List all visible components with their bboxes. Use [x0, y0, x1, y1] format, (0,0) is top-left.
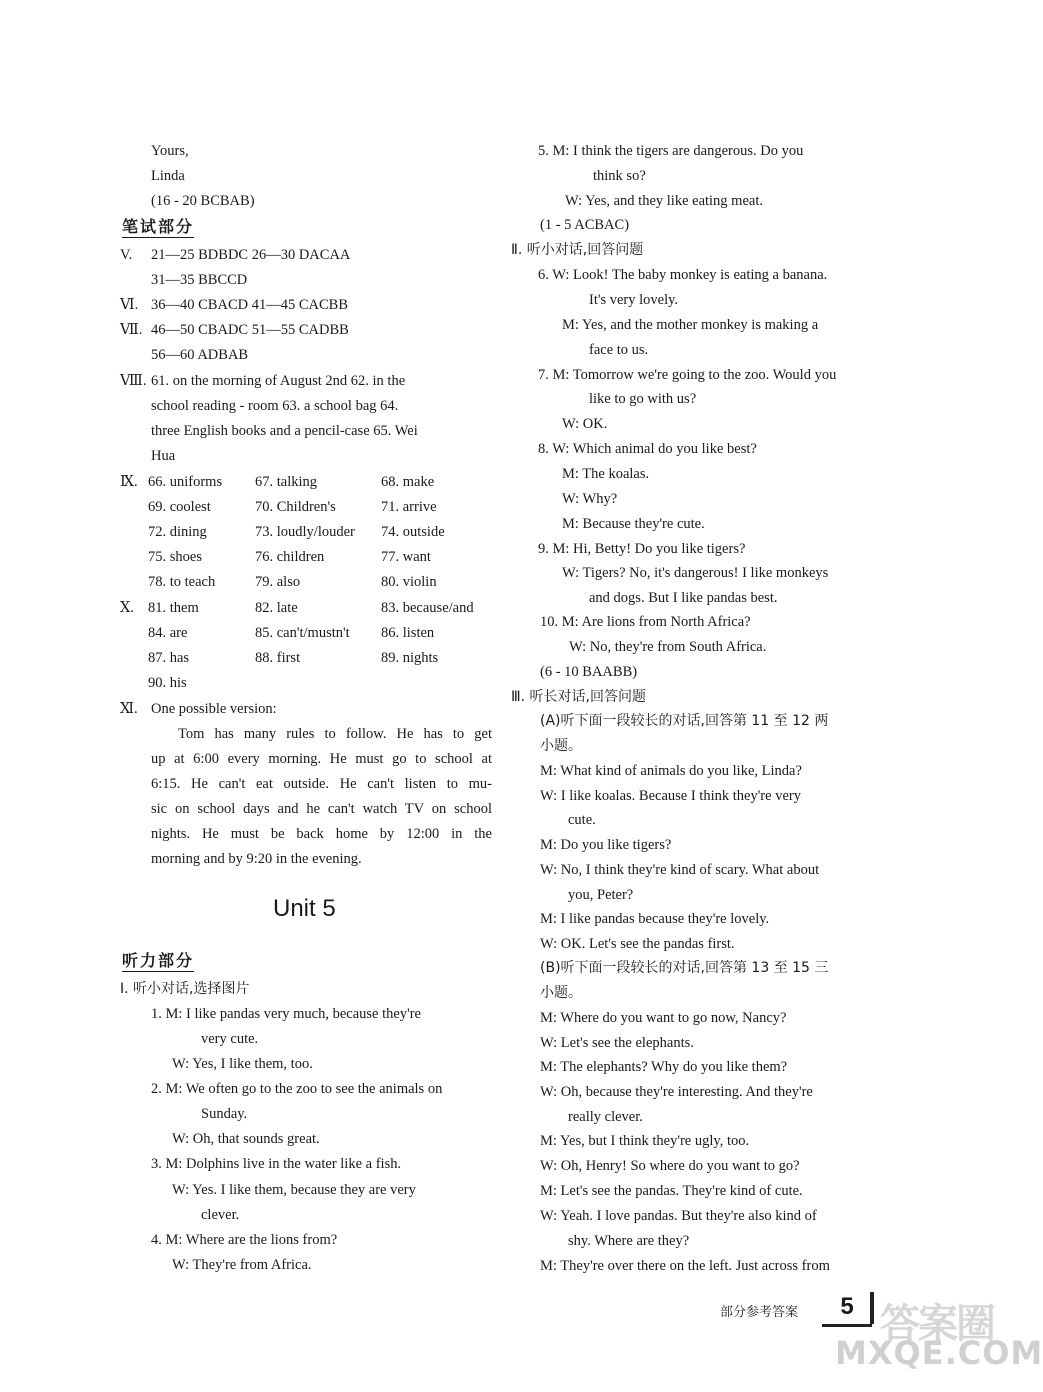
dialogue-line: Ⅲ. 听长对话,回答问题	[511, 689, 647, 705]
dialogue-line: W: Oh, because they're interesting. And they're	[540, 1084, 813, 1100]
dialogue-line: Sunday.	[201, 1106, 248, 1122]
dialogue-line: W: They're from Africa.	[172, 1257, 312, 1273]
essay-line: nights. He must be back home by 12:00 in the	[151, 826, 492, 842]
dialogue-line: W: Tigers? No, it's dangerous! I like monkeys	[562, 565, 829, 581]
answer-cell: 74. outside	[381, 524, 445, 540]
listening-part-1-heading: Ⅰ. 听小对话,选择图片	[120, 981, 250, 997]
answer-cell: 90. his	[148, 675, 187, 691]
answer-cell: 77. want	[381, 549, 431, 565]
dialogue-line: It's very lovely.	[589, 292, 679, 308]
dialogue-line: 8. W: Which animal do you like best?	[538, 441, 757, 457]
dialogue-line: (6 - 10 BAABB)	[540, 664, 638, 680]
answer-16-20: (16 - 20 BCBAB)	[151, 193, 255, 209]
answer-cell: 67. talking	[255, 474, 318, 490]
answer-cell: 73. loudly/louder	[255, 524, 355, 540]
dialogue-line: W: Yes. I like them, because they are very	[172, 1182, 416, 1198]
dialogue-line: very cute.	[201, 1031, 259, 1047]
answer-cell: 76. children	[255, 549, 325, 565]
essay-line: sic on school days and he can't watch TV on school	[151, 801, 492, 817]
answer-cell: 82. late	[255, 600, 298, 616]
dialogue-line: M: Because they're cute.	[562, 516, 705, 532]
answer-cell: 68. make	[381, 474, 435, 490]
dialogue-line: M: The elephants? Why do you like them?	[540, 1059, 788, 1075]
answer-cell: 80. violin	[381, 574, 437, 590]
dialogue-line: face to us.	[589, 342, 649, 358]
dialogue-line: 6. W: Look! The baby monkey is eating a banana.	[538, 267, 828, 283]
essay-line: 6:15. He can't eat outside. He can't listen to mu-	[151, 776, 492, 792]
section-8-line: 61. on the morning of August 2nd 62. in the	[151, 373, 406, 389]
dialogue-line: (1 - 5 ACBAC)	[540, 217, 630, 233]
answer-cell: 78. to teach	[148, 574, 216, 590]
dialogue-line: really clever.	[568, 1109, 643, 1125]
dialogue-line: think so?	[593, 168, 646, 184]
answer-cell: 66. uniforms	[148, 474, 223, 490]
dialogue-line: 9. M: Hi, Betty! Do you like tigers?	[538, 541, 746, 557]
section-5-answers-b: 31—35 BBCCD	[151, 272, 248, 288]
dialogue-line: M: The koalas.	[562, 466, 650, 482]
dialogue-line: W: No, I think they're kind of scary. What about	[540, 862, 820, 878]
answer-cell: 71. arrive	[381, 499, 437, 515]
section-6-answers: 36—40 CBACD 41—45 CACBB	[151, 297, 348, 313]
dialogue-line: M: Yes, but I think they're ugly, too.	[540, 1133, 750, 1149]
section-8-line: three English books and a pencil-case 65. Wei	[151, 423, 418, 439]
dialogue-line: 3. M: Dolphins live in the water like a fish.	[151, 1156, 402, 1172]
dialogue-line: M: Yes, and the mother monkey is making a	[562, 317, 819, 333]
page-number: 5	[822, 1290, 872, 1327]
section-11-number: Ⅺ.	[120, 701, 138, 717]
page-footer	[720, 1290, 1043, 1390]
section-10-number: Ⅹ.	[120, 600, 134, 616]
listening-section-heading: 听力部分	[122, 951, 195, 970]
dialogue-line: like to go with us?	[589, 391, 697, 407]
page-number-bar	[870, 1292, 874, 1324]
dialogue-line: and dogs. But I like pandas best.	[589, 590, 778, 606]
dialogue-line: M: Do you like tigers?	[540, 837, 672, 853]
dialogue-line: 小题。	[540, 985, 582, 1001]
answer-cell: 83. because/and	[381, 600, 474, 616]
dialogue-line: you, Peter?	[568, 887, 634, 903]
dialogue-line: 2. M: We often go to the zoo to see the animals on	[151, 1081, 443, 1097]
answer-cell: 79. also	[255, 574, 301, 590]
watermark-url: MXQE.COM	[835, 1334, 1043, 1372]
written-section-heading: 笔试部分	[122, 217, 195, 236]
section-7-answers-a: 46—50 CBADC 51—55 CADBB	[151, 322, 349, 338]
unit-title: Unit 5	[273, 895, 336, 922]
dialogue-line: W: Yeah. I love pandas. But they're also kind of	[540, 1208, 817, 1224]
dialogue-line: W: No, they're from South Africa.	[569, 639, 767, 655]
dialogue-line: M: Where do you want to go now, Nancy?	[540, 1010, 787, 1026]
dialogue-line: shy. Where are they?	[568, 1233, 690, 1249]
dialogue-line: W: Yes, and they like eating meat.	[565, 193, 763, 209]
dialogue-line: W: Oh, that sounds great.	[172, 1131, 320, 1147]
section-5-answers-a: 21—25 BDBDC 26—30 DACAA	[151, 247, 351, 263]
dialogue-line: 小题。	[540, 738, 582, 754]
dialogue-line: 4. M: Where are the lions from?	[151, 1232, 338, 1248]
dialogue-line: M: What kind of animals do you like, Linda?	[540, 763, 802, 779]
section-8-line: Hua	[151, 448, 176, 464]
answer-cell: 87. has	[148, 650, 190, 666]
section-8-number: Ⅷ.	[120, 373, 147, 389]
letter-closing: Yours,	[151, 143, 189, 159]
dialogue-line: W: Let's see the elephants.	[540, 1035, 694, 1051]
dialogue-line: cute.	[568, 812, 596, 828]
section-6-number: Ⅵ.	[120, 297, 139, 313]
answer-cell: 72. dining	[148, 524, 207, 540]
section-7-number: Ⅶ.	[120, 322, 143, 338]
footer-label: 部分参考答案	[720, 1305, 799, 1320]
dialogue-line: W: I like koalas. Because I think they're very	[540, 788, 801, 804]
dialogue-line: (A)听下面一段较长的对话,回答第 11 至 12 两	[540, 713, 829, 729]
dialogue-line: (B)听下面一段较长的对话,回答第 13 至 15 三	[540, 960, 829, 976]
dialogue-line: 10. M: Are lions from North Africa?	[540, 614, 751, 630]
dialogue-line: 1. M: I like pandas very much, because they're	[151, 1006, 421, 1022]
dialogue-line: 7. M: Tomorrow we're going to the zoo. Would you	[538, 367, 837, 383]
essay-line: up at 6:00 every morning. He must go to school at	[151, 751, 492, 767]
answer-cell: 86. listen	[381, 625, 435, 641]
dialogue-line: clever.	[201, 1207, 240, 1223]
dialogue-line: W: Why?	[562, 491, 618, 507]
answer-cell: 70. Children's	[255, 499, 336, 515]
answer-cell: 88. first	[255, 650, 301, 666]
answer-cell: 89. nights	[381, 650, 439, 666]
letter-signature: Linda	[151, 168, 185, 184]
answer-cell: 84. are	[148, 625, 188, 641]
section-5-number: V.	[120, 247, 133, 263]
essay-line: morning and by 9:20 in the evening.	[151, 851, 362, 867]
dialogue-line: M: They're over there on the left. Just across from	[540, 1258, 830, 1274]
dialogue-line: W: Oh, Henry! So where do you want to go?	[540, 1158, 800, 1174]
dialogue-line: W: Yes, I like them, too.	[172, 1056, 313, 1072]
section-11-intro: One possible version:	[151, 701, 277, 717]
dialogue-line: M: Let's see the pandas. They're kind of cute.	[540, 1183, 803, 1199]
section-9-number: Ⅸ.	[120, 474, 138, 490]
section-8-line: school reading - room 63. a school bag 64.	[151, 398, 399, 414]
dialogue-line: M: I like pandas because they're lovely.	[540, 911, 770, 927]
answer-cell: 85. can't/mustn't	[255, 625, 350, 641]
dialogue-line: W: OK. Let's see the pandas first.	[540, 936, 735, 952]
answer-cell: 75. shoes	[148, 549, 202, 565]
dialogue-line: 5. M: I think the tigers are dangerous. Do you	[538, 143, 804, 159]
watermark-logo: 答案圈	[880, 1301, 994, 1347]
dialogue-line: Ⅱ. 听小对话,回答问题	[511, 242, 644, 258]
answer-cell: 69. coolest	[148, 499, 211, 515]
dialogue-line: W: OK.	[562, 416, 608, 432]
section-7-answers-b: 56—60 ADBAB	[151, 347, 249, 363]
essay-line: Tom has many rules to follow. He has to get	[178, 726, 492, 742]
answer-cell: 81. them	[148, 600, 199, 616]
